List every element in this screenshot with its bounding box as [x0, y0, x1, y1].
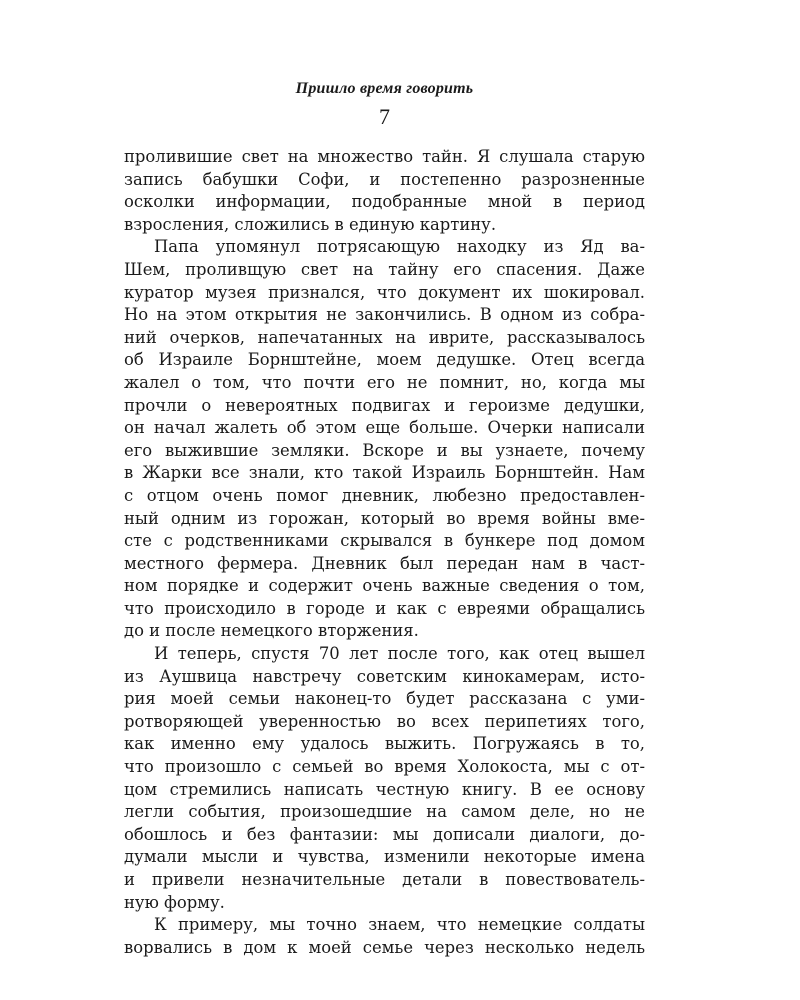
text-line: Папа упомянул потрясающую находку из Яд ва- [154, 237, 645, 257]
text-line: Шем, проливщую свет на тайну его спасения. Даже [124, 259, 645, 279]
text-line: проливишие свет на множество тайн. Я слушала старую [124, 147, 645, 166]
text-line: К примеру, мы точно знаем, что немецкие солдаты [154, 915, 645, 935]
body-text [124, 146, 645, 959]
text-line: из Аушвица навстречу советским кинокамерам, исто- [124, 666, 645, 686]
text-line: запись бабушки Софи, и постепенно разрозненные [124, 169, 645, 189]
text-line: его выжившие земляки. Вскоре и вы узнаете, почему [124, 440, 645, 460]
text-line: об Израиле Борнштейне, моем дедушке. Отец всегда [124, 350, 645, 370]
text-line: легли события, произошедшие на самом деле, но не [124, 802, 645, 822]
text-line: ном порядке и содержит очень важные сведения о том, [124, 576, 645, 596]
text-line: Но на этом открытия не закончились. В одном из собра- [124, 305, 645, 325]
text-line: ворвались в дом к моей семье через несколько недель [124, 937, 645, 957]
text-line: и привели незначительные детали в повествователь- [124, 870, 645, 889]
text-line: рия моей семьи наконец-то будет рассказана с уми- [124, 689, 645, 709]
text-line: ний очерков, напечатанных на иврите, рассказывалось [124, 327, 645, 347]
text-line: ный одним из горожан, который во время войны вме- [124, 508, 645, 528]
text-line: как именно ему удалось выжить. Погружаясь в то, [124, 734, 645, 754]
text-line: думали мысли и чувства, изменили некоторые имена [124, 847, 645, 867]
text-line: что происходило в городе и как с евреями обращались [124, 598, 645, 618]
text-line: он начал жалеть об этом еще больше. Очерки написали [124, 418, 645, 438]
text-line: до и после немецкого вторжения. [124, 621, 419, 641]
text-line: сте с родственниками скрывался в бункере под домом [124, 531, 645, 551]
running-head: Пришло время говорить [295, 80, 474, 97]
text-line: осколки информации, подобранные мной в период [124, 192, 645, 212]
text-line: в Жарки все знали, кто такой Израиль Борнштейн. Нам [124, 463, 645, 483]
text-line: обошлось и без фантазии: мы дописали диалоги, до- [124, 824, 645, 844]
text-line: жалел о том, что почти его не помнит, но, когда мы [124, 372, 645, 392]
page-number: 7 [379, 104, 390, 129]
text-line: с отцом очень помог дневник, любезно предоставлен- [124, 485, 645, 505]
text-line: что произошло с семьей во время Холокоста, мы с от- [124, 757, 645, 777]
text-line: цом стремились написать честную книгу. В ее основу [124, 779, 645, 799]
text-line: прочли о невероятных подвигах и героизме дедушки, [124, 395, 645, 415]
text-line: ную форму. [124, 892, 225, 912]
text-line: И теперь, спустя 70 лет после того, как отец вышел [154, 644, 645, 664]
text-line: куратор музея признался, что документ их шокировал. [124, 282, 645, 302]
text-line: местного фермера. Дневник был передан нам в част- [124, 553, 645, 573]
text-line: ротворяющей уверенностью во всех перипетиях того, [124, 711, 645, 731]
text-line: взросления, сложились в единую картину. [124, 214, 497, 234]
